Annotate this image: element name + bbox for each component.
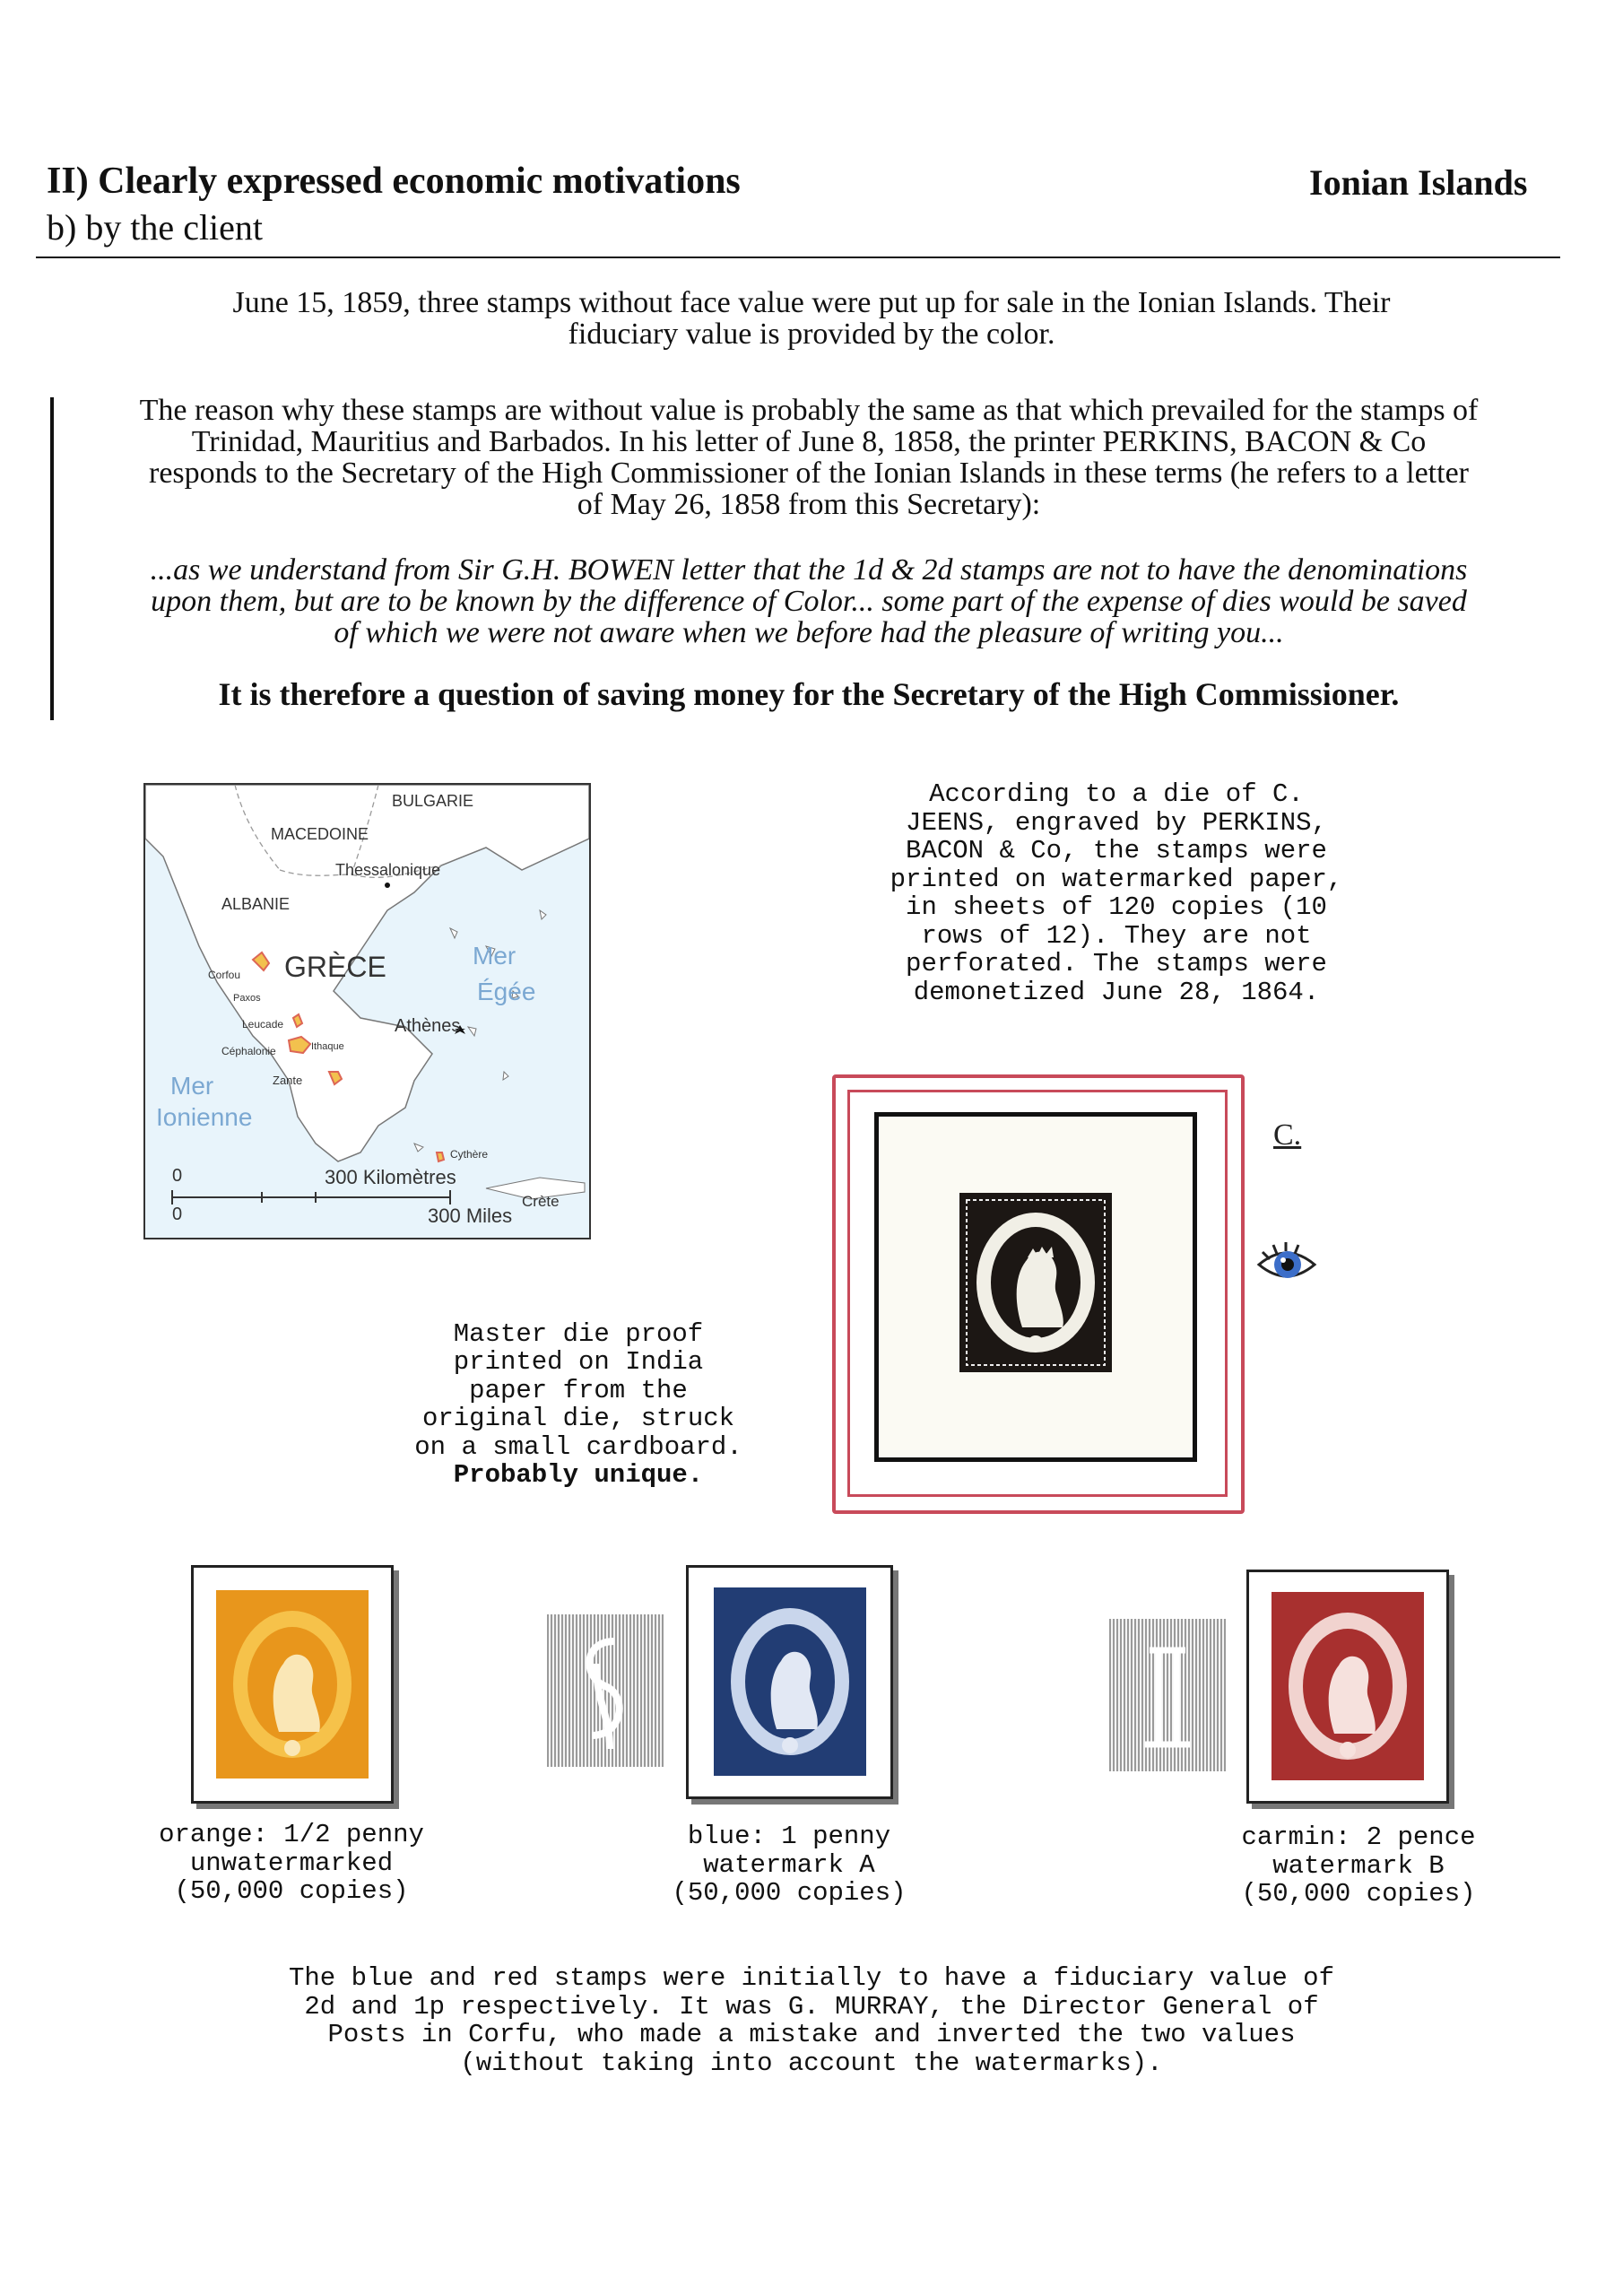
map-label-paxos: Paxos <box>233 993 261 1004</box>
reason-line: of May 26, 1858 from this Secretary): <box>577 488 1041 521</box>
watermark-a-glyph <box>589 1641 619 1749</box>
caption-blue: blue: 1 penny watermark A (50,000 copies) <box>672 1822 907 1908</box>
conclusion-statement: It is therefore a question of saving money for the Secretary of the High Commissioner. <box>218 676 1400 712</box>
map-label-macedoine: MACEDOINE <box>271 825 369 843</box>
caption-orange: orange: 1/2 penny unwatermarked (50,000 copies) <box>159 1820 424 1906</box>
footer-line: 2d and 1p respectively. It was G. MURRAY, the Director General of <box>304 1991 1319 2022</box>
proof-stamp-medallion <box>1028 1335 1044 1352</box>
page-subtitle: b) by the client <box>47 207 264 248</box>
map-label-mer-ionienne: Mer <box>170 1072 214 1100</box>
footer-line: The blue and red stamps were initially to have a fiduciary value of <box>289 1963 1334 1993</box>
reason-line: Trinidad, Mauritius and Barbados. In his letter of June 8, 1858, the printer PERKINS, BACON & Co <box>191 425 1427 458</box>
section-title: Ionian Islands <box>1309 162 1528 203</box>
quote-line: of which we were not aware when we before had the pleasure of writing you... <box>334 616 1284 649</box>
die-proof-stamp <box>879 1117 1193 1457</box>
stamp-mount-orange <box>191 1565 394 1804</box>
watermark-b-svg <box>1109 1619 1226 1771</box>
stamp-orange <box>194 1568 391 1801</box>
intro-line: June 15, 1859, three stamps without face value were put up for sale in the Ionian Islands. Their <box>232 286 1391 319</box>
map-label-thessalonique: Thessalonique <box>335 861 441 879</box>
map-label-grece: GRÈCE <box>284 951 386 983</box>
stamp-mount-blue <box>686 1565 893 1799</box>
map-label-albanie: ALBANIE <box>221 895 291 913</box>
proof-stamp-design <box>959 1193 1112 1372</box>
header-divider <box>36 257 1560 258</box>
map-label-ionienne: Ionienne <box>156 1103 253 1131</box>
map-scale-km: 300 Kilomètres <box>325 1166 456 1188</box>
stamp-carmin-design <box>1271 1592 1424 1780</box>
stamp-orange-design <box>216 1590 369 1779</box>
proof-unique-note: Probably unique. <box>453 1460 704 1490</box>
stamp-mount-carmin <box>1246 1570 1449 1804</box>
map-label-crete: Crète <box>522 1193 560 1210</box>
reason-paragraph <box>56 395 1562 520</box>
map-label-bulgarie: BULGARIE <box>392 792 474 810</box>
footer-line: Posts in Corfu, who made a mistake and inverted the two values <box>327 2020 1296 2049</box>
stamp-orange-medallion <box>284 1740 300 1756</box>
proof-caption <box>399 1292 758 1518</box>
stamp-blue <box>689 1568 890 1796</box>
proof-caption-text: Master die proof printed on India paper from the original die, struck on a small cardboard. <box>414 1318 742 1462</box>
quote-side-bar <box>50 397 54 720</box>
watermark-b-illustration <box>1109 1619 1226 1771</box>
footnote-c-link[interactable]: C. <box>1273 1118 1302 1152</box>
page-title: II) Clearly expressed economic motivations <box>47 161 741 202</box>
watermark-b-glyph <box>1145 1650 1190 1744</box>
map-label-cythere: Cythère <box>450 1148 489 1161</box>
reason-line: The reason why these stamps are without value is probably the same as that which prevailed for the stamps of <box>139 394 1479 427</box>
die-proof-card <box>874 1112 1197 1462</box>
map-label-athenes: Athènes <box>395 1016 461 1036</box>
stamp-blue-design <box>714 1587 866 1776</box>
intro-line: fiduciary value is provided by the color. <box>568 317 1055 351</box>
map-scale-zero-km: 0 <box>172 1166 183 1186</box>
map-label-mer-egee: Mer <box>473 942 516 970</box>
stamp-carmin-medallion <box>1340 1742 1356 1758</box>
die-description: According to a die of C. JEENS, engraved by PERKINS, BACON & Co, the stamps were printed on watermarked paper, in sheets of 120 copies (10 rows of 12). They are not perforated. The stamps were demonetized June 28, 1864. <box>890 779 1343 1007</box>
map-label-ithaque: Ithaque <box>311 1041 344 1052</box>
quote-line: ...as we understand from Sir G.H. BOWEN letter that the 1d & 2d stamps are not to have the denominations <box>150 553 1468 587</box>
map-label-cephalonie: Céphalonie <box>221 1045 276 1057</box>
map-label-zante: Zante <box>273 1074 303 1087</box>
quote-line: upon them, but are to be known by the difference of Color... some part of the expense of dies would be saved <box>151 585 1467 618</box>
map-scale-miles: 300 Miles <box>428 1205 513 1227</box>
map-label-corfou: Corfou <box>208 969 241 981</box>
greece-map <box>143 783 591 1239</box>
map-scale-zero-miles: 0 <box>172 1205 183 1224</box>
watermark-a-illustration <box>547 1614 664 1767</box>
caption-carmin: carmin: 2 pence watermark B (50,000 copies) <box>1241 1822 1476 1909</box>
reason-line: responds to the Secretary of the High Commissioner of the Ionian Islands in these terms (he refers to a letter <box>149 457 1469 490</box>
thessaloniki-dot <box>385 883 390 888</box>
letter-quote <box>56 554 1562 648</box>
stamp-blue-medallion <box>782 1737 798 1753</box>
map-label-leucade: Leucade <box>242 1018 284 1031</box>
intro-paragraph <box>135 287 1488 350</box>
footer-line: (without taking into account the watermarks). <box>460 2048 1163 2078</box>
watermark-a-svg <box>547 1614 664 1767</box>
map-label-egee: Égée <box>477 978 536 1005</box>
eye-icon[interactable] <box>1255 1239 1318 1290</box>
footer-paragraph <box>215 1964 1408 2077</box>
stamp-carmin <box>1249 1572 1446 1801</box>
